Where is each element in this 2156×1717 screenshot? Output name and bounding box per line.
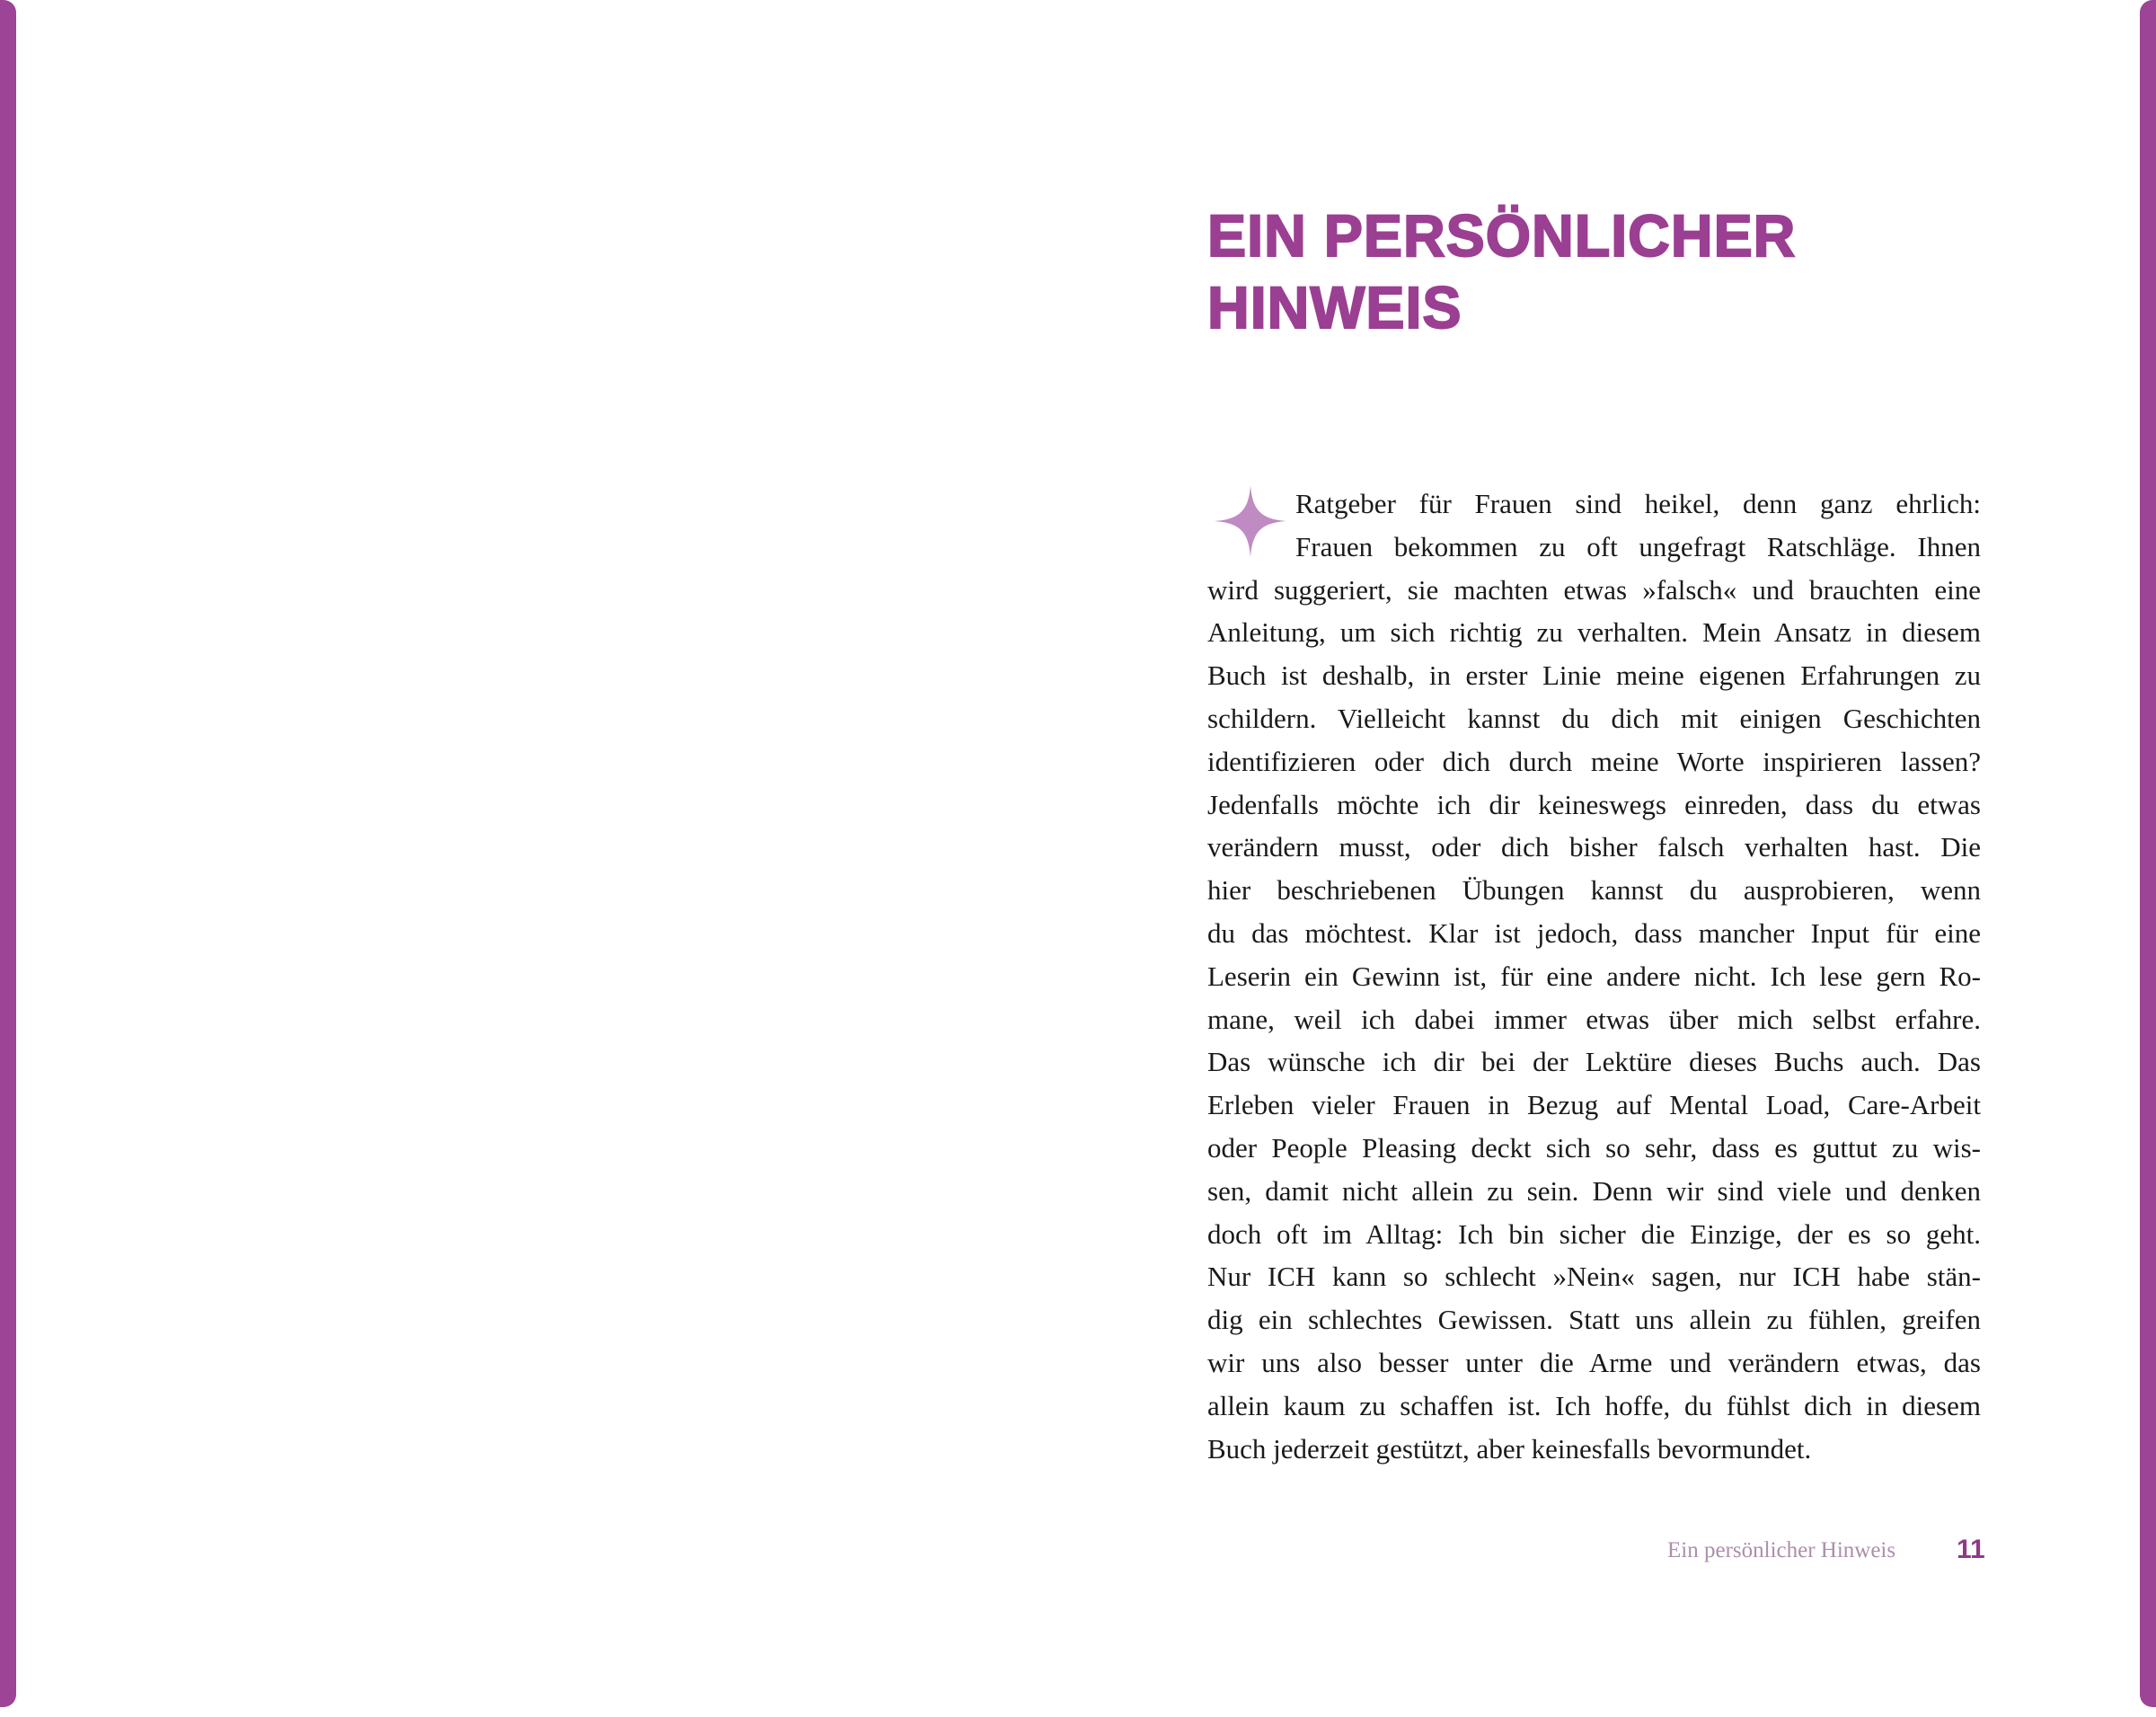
body-line: mane, weil ich dabei immer etwas über mich selbst erfahre. [1207, 1003, 1981, 1035]
body-line: Anleitung, um sich richtig zu verhalten. Mein Ansatz in diesem [1207, 616, 1981, 649]
body-line: Nur ICH kann so schlecht »Nein« sagen, nur ICH habe stän- [1207, 1261, 1981, 1293]
page-number: 11 [1957, 1535, 1985, 1564]
body-line: oder People Pleasing deckt sich so sehr, dass es guttut zu wis- [1207, 1131, 1981, 1164]
body-line: dig ein schlechtes Gewissen. Statt uns allein zu fühlen, greifen [1207, 1304, 1981, 1336]
body-line: Buch jederzeit gestützt, aber keinesfalls bevormundet. [1207, 1432, 1812, 1465]
body-line: hier beschriebenen Übungen kannst du ausprobieren, wenn [1207, 874, 1981, 907]
body-line: wir uns also besser unter die Arme und verändern etwas, das [1207, 1346, 1981, 1378]
chapter-heading-line-2: HINWEIS [1207, 274, 1462, 341]
body-line: identifizieren oder dich durch meine Worte inspirieren lassen? [1207, 745, 1981, 777]
body-line: Erleben vieler Frauen in Bezug auf Mental Load, Care-Arbeit [1207, 1089, 1981, 1121]
body-line: doch oft im Alltag: Ich bin sicher die Einzige, der es so geht. [1207, 1217, 1981, 1250]
body-line: du das möchtest. Klar ist jedoch, dass mancher Input für eine [1207, 916, 1981, 949]
body-line: wird suggeriert, sie machten etwas »falsch« und brauchten eine [1207, 573, 1981, 606]
body-line: allein kaum zu schaffen ist. Ich hoffe, du fühlst dich in diesem [1207, 1389, 1981, 1421]
body-text [1207, 482, 1981, 1470]
running-title: Ein persönlicher Hinweis [1667, 1538, 1896, 1562]
body-line: Leserin ein Gewinn ist, für eine andere nicht. Ich lese gern Ro- [1207, 960, 1981, 992]
body-line: schildern. Vielleicht kannst du dich mit einigen Geschichten [1207, 702, 1981, 734]
body-line: Ratgeber für Frauen sind heikel, denn ganz ehrlich: [1295, 488, 1981, 519]
body-line: verändern musst, oder dich bisher falsch verhalten hast. Die [1207, 831, 1981, 863]
body-line: sen, damit nicht allein zu sein. Denn wir sind viele und denken [1207, 1174, 1981, 1207]
body-line: Das wünsche ich dir bei der Lektüre dieses Buchs auch. Das [1207, 1046, 1981, 1078]
left-page-edge-bar [0, 0, 16, 1707]
body-line: Frauen bekommen zu oft ungefragt Ratschläge. Ihnen [1295, 530, 1981, 562]
right-page-edge-bar [2140, 0, 2156, 1707]
chapter-heading-line-1: EIN PERSÖNLICHER [1207, 202, 1797, 269]
chapter-heading [1207, 199, 1796, 343]
body-line: Jedenfalls möchte ich dir keineswegs einreden, dass du etwas [1207, 788, 1981, 820]
body-line: Buch ist deshalb, in erster Linie meine eigenen Erfahrungen zu [1207, 659, 1981, 692]
